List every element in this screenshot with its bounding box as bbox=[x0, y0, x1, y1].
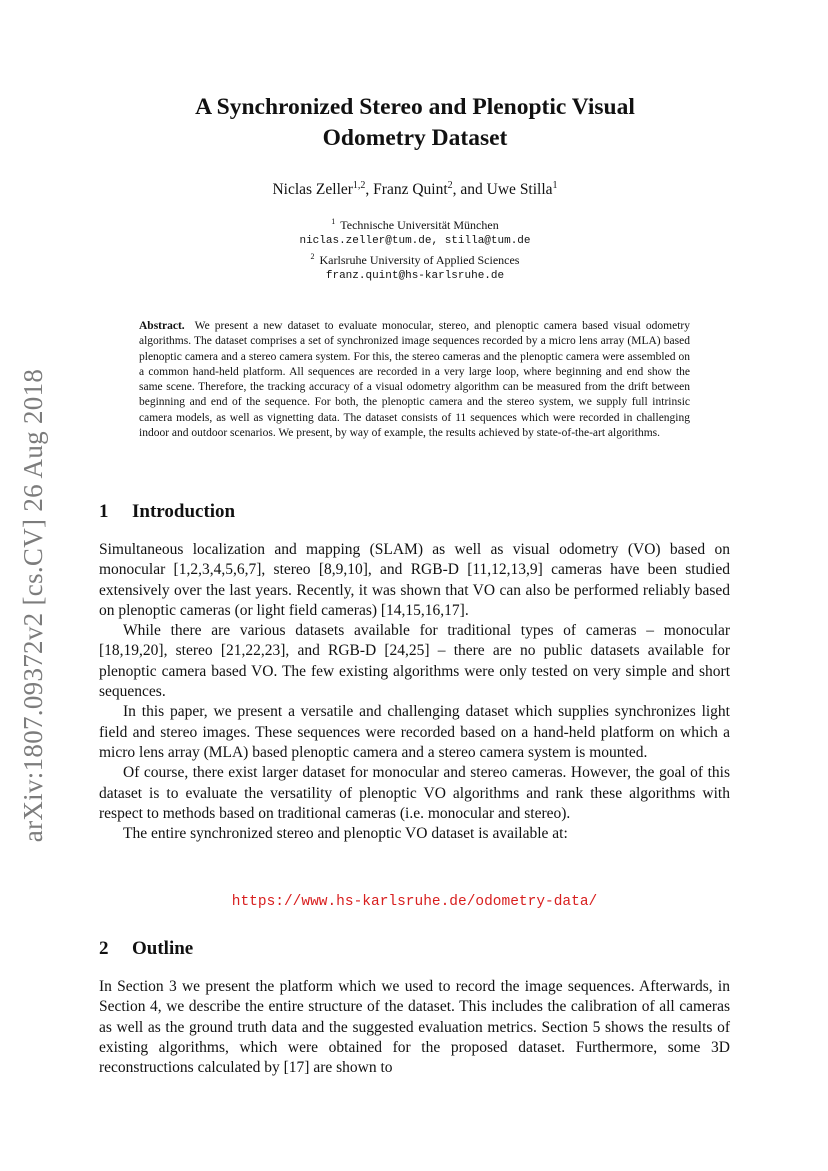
title-line-1: A Synchronized Stereo and Plenoptic Visual bbox=[195, 94, 635, 120]
arxiv-identifier-stamp bbox=[9, 360, 59, 850]
author-affiliation-mark: 1,2 bbox=[352, 180, 366, 191]
paragraph: In Section 3 we present the platform which we used to record the image sequences. Afterwards, in Section 4, we describe the entire structure of the dataset. This includes the calibration of all cameras as well as the ground truth data and the suggested evaluation metrics. Section 5 shows the results of existing algorithms, which were obtained for the proposed dataset. Furthermore, some 3D reconstructions calculated by [17] are shown to bbox=[99, 978, 730, 1077]
outline-body bbox=[99, 977, 730, 1078]
affiliation-institution: $^1$ Technische Universität München bbox=[331, 217, 499, 232]
affiliation-institution: $^2$ Karlsruhe University of Applied Sciences bbox=[310, 252, 520, 267]
author-name: Uwe Stilla bbox=[486, 181, 553, 199]
introduction-body bbox=[99, 540, 730, 844]
section-heading-introduction: 1 Introduction bbox=[99, 501, 236, 522]
abstract-label: Abstract. bbox=[139, 320, 185, 332]
section-heading-outline: 2 Outline bbox=[99, 938, 194, 959]
paragraph: The entire synchronized stereo and plenoptic VO dataset is available at: bbox=[123, 825, 568, 843]
paper-title bbox=[100, 92, 730, 154]
abstract bbox=[139, 319, 690, 441]
paragraph: In this paper, we present a versatile and challenging dataset which supplies synchronizes light field and stereo images. These sequences were recorded based on a hand-held platform on which a micro lens array (MLA) based plenoptic camera and a stereo camera system is mounted. bbox=[99, 703, 730, 761]
author-name: Franz Quint bbox=[373, 181, 448, 199]
dataset-url-line bbox=[99, 892, 730, 910]
author-affiliation-mark: 2 bbox=[447, 180, 453, 191]
dataset-url-link[interactable]: https://www.hs-karlsruhe.de/odometry-data/ bbox=[231, 894, 598, 910]
author-list: Niclas Zeller$^{1,2}$, Franz Quint$^2$, and Uwe Stilla$^1$ bbox=[272, 180, 558, 199]
arxiv-identifier-text: arXiv:1807.09372v2 [cs.CV] 26 Aug 2018 bbox=[18, 368, 49, 842]
author-affiliation-mark: 1 bbox=[552, 180, 558, 191]
affiliations bbox=[100, 214, 730, 284]
author-name: Niclas Zeller bbox=[272, 181, 353, 199]
affiliation-emails: niclas.zeller@tum.de, stilla@tum.de bbox=[299, 235, 531, 247]
abstract-text: We present a new dataset to evaluate monocular, stereo, and plenoptic camera based visual odometry algorithms. The dataset comprises a set of synchronized image sequences recorded by a micro lens array (MLA) based plenoptic camera and a stereo camera system. For this, the stereo cameras and the plenoptic camera were assembled on a common hand-held platform. All sequences are recorded in a very large loop, where beginning and end show the same scene. Therefore, the tracking accuracy of a visual odometry algorithm can be measured from the drift between beginning and end of the sequence. For both, the plenoptic camera and the stereo system, we supply full intrinsic camera models, as well as vignetting data. The dataset consists of 11 sequences which were recorded in challenging indoor and outdoor scenarios. We present, by way of example, the results achieved by state-of-the-art algorithms. bbox=[139, 320, 690, 439]
title-line-2: Odometry Dataset bbox=[322, 125, 508, 151]
paragraph: Simultaneous localization and mapping (SLAM) as well as visual odometry (VO) based on monocular [1,2,3,4,5,6,7], stereo [8,9,10], and RGB-D [11,12,13,9] cameras have been studied extensively over the last years. Recently, it was shown that VO can also be performed reliably based on plenoptic cameras (or light field cameras) [14,15,16,17]. bbox=[99, 541, 730, 619]
affiliation-emails: franz.quint@hs-karlsruhe.de bbox=[325, 270, 505, 282]
paragraph: Of course, there exist larger dataset for monocular and stereo cameras. However, the goal of this dataset is to evaluate the versatility of plenoptic VO algorithms and rank these algorithms with respect to methods based on traditional cameras (i.e. monocular and stereo). bbox=[99, 764, 730, 822]
paragraph: While there are various datasets available for traditional types of cameras – monocular [18,19,20], stereo [21,22,23], and RGB-D [24,25] – there are no public datasets available for plenoptic camera based VO. The few existing algorithms were only tested on very simple and short sequences. bbox=[99, 622, 730, 701]
